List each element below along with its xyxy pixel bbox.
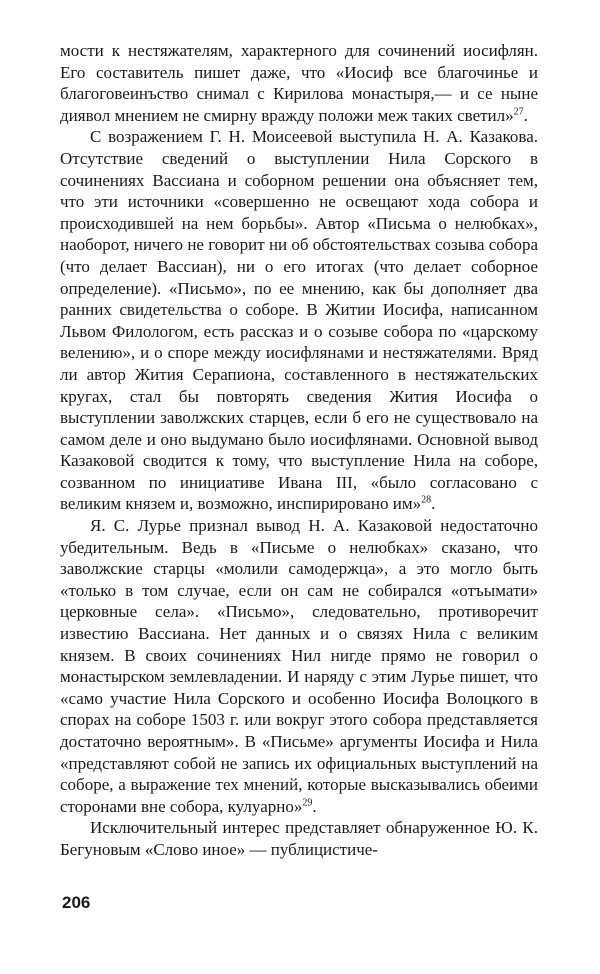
paragraph-1-text: мости к нестяжателям, характерного для сочинений иосифлян. Его составитель пишет даже, что «Иосиф все благочинье и благоговеинъство снимал с Кирилова монастыря,— и се ныне диявол мнением не смирну вражду положи меж таких светил» (60, 41, 538, 125)
paragraph-4 (60, 817, 538, 860)
paragraph-1: мости к нестяжателям, характерного для сочинений иосифлян. Его составитель пишет даже, что «Иосиф все благочинье и благоговеинъство снимал с Кирилова монастыря,— и се ныне диявол мнением не смирну вражду положи меж таких светил»$^{27}$. (60, 41, 538, 125)
paragraph-2-text: С возражением Г. Н. Моисеевой выступила Н. А. Казакова. Отсутствие сведений о выступлении Нила Сорского в сочинениях Вассиана и соборном решении она объясняет тем, что эти источники «совершенно не освещают хода собора и происходившей на нем борьбы». Автор «Письма о нелюбках», наоборот, ничего не говорит ни об обстоятельствах созыва собора (что делает Вассиан), ни о его итогах (что делает соборное определение). «Письмо», по ее мнению, как бы дополняет два ранних свидетельства о соборе. В Житии Иосифа, написанном Львом Филологом, есть рассказ и о созыве собора по «царскому велению», и о споре между иосифлянами и нестяжателями. Вряд ли автор Жития Серапиона, составленного в нестяжательских кругах, стал бы повторять сведения Жития Иосифа о выступлении заволжских старцев, если б его не существовало на самом деле и оно выдумано было иосифлянами. Основной вывод Казаковой сводится к тому, что выступление Нила на соборе, созванном по инициативе Ивана III, «было согласовано с великим князем и, возможно, инспирировано им» (60, 127, 538, 514)
footnote-ref-27: 27 (513, 106, 524, 118)
paragraph-4-text: Исключительный интерес представляет обнаруженное Ю. К. Бегуновым «Слово иное» — публицистиче- (60, 818, 538, 859)
footnote-ref-28: 28 (421, 494, 432, 506)
page-number: 206 (62, 893, 91, 912)
footnote-ref-29: 29 (302, 797, 313, 809)
page-body (60, 40, 538, 861)
paragraph-3-text: Я. С. Лурье признал вывод Н. А. Казаковой недостаточно убедительным. Ведь в «Письме о нелюбках» сказано, что заволжские старцы «молили самодержца», а это могло быть «только в том случае, если он сам не собирался «отъымати» церковные села». «Письмо», следовательно, противоречит известию Вассиана. Нет данных и о связях Нила с великим князем. В своих сочинениях Нил нигде прямо не говорил о монастырском землевладении. И наряду с этим Лурье пишет, что «само участие Нила Сорского и особенно Иосифа Волоцкого в спорах на соборе 1503 г. или вокруг этого собора представляется достаточно вероятным». В «Письме» аргументы Иосифа и Нила «представляют собой не запись их официальных выступлений на соборе, а выражение тех мнений, которые высказывались обеими сторонами вне собора, кулуарно» (60, 516, 538, 816)
paragraph-3: Я. С. Лурье признал вывод Н. А. Казаковой недостаточно убедительным. Ведь в «Письме о нелюбках» сказано, что заволжские старцы «молили самодержца», а это могло быть «только в том случае, если он сам не собирался «отъымати» церковные села». «Письмо», следовательно, противоречит известию Вассиана. Нет данных и о связях Нила с великим князем. В своих сочинениях Нил нигде прямо не говорил о монастырском землевладении. И наряду с этим Лурье пишет, что «само участие Нила Сорского и особенно Иосифа Волоцкого в спорах на соборе 1503 г. или вокруг этого собора представляется достаточно вероятным». В «Письме» аргументы Иосифа и Нила «представляют собой не запись их официальных выступлений на соборе, а выражение тех мнений, которые высказывались обеими сторонами вне собора, кулуарно»$^{29}$. (60, 516, 538, 816)
paragraph-2: С возражением Г. Н. Моисеевой выступила Н. А. Казакова. Отсутствие сведений о выступлении Нила Сорского в сочинениях Вассиана и соборном решении она объясняет тем, что эти источники «совершенно не освещают хода собора и происходившей на нем борьбы». Автор «Письма о нелюбках», наоборот, ничего не говорит ни об обстоятельствах созыва собора (что делает Вассиан), ни о его итогах (что делает соборное определение). «Письмо», по ее мнению, как бы дополняет два ранних свидетельства о соборе. В Житии Иосифа, написанном Львом Филологом, есть рассказ и о созыве собора по «царскому велению», и о споре между иосифлянами и нестяжателями. Вряд ли автор Жития Серапиона, составленного в нестяжательских кругах, стал бы повторять сведения Жития Иосифа о выступлении заволжских старцев, если б его не существовало на самом деле и оно выдумано было иосифлянами. Основной вывод Казаковой сводится к тому, что выступление Нила на соборе, созванном по инициативе Ивана III, «было согласовано с великим князем и, возможно, инспирировано им»$^{28}$. (60, 127, 538, 514)
